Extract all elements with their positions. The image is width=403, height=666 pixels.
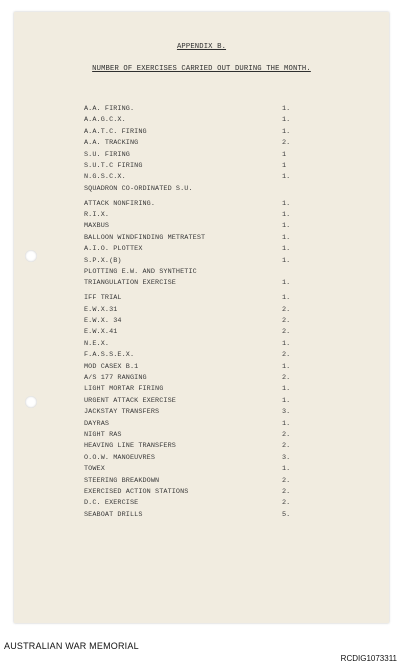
exercise-name: SQUADRON CO-ORDINATED S.U. — [84, 184, 193, 193]
exercise-name: E.W.X.31 — [84, 305, 118, 314]
exercise-count: 2. — [282, 328, 291, 337]
exercise-count: 1. — [282, 419, 291, 428]
exercise-row — [84, 396, 324, 407]
exercise-row — [84, 104, 324, 115]
exercise-row — [84, 430, 324, 441]
exercise-count: 1. — [282, 385, 291, 394]
exercise-count: 3. — [282, 408, 291, 417]
exercise-name: A.A.T.C. FIRING — [84, 127, 147, 136]
punch-hole — [25, 250, 37, 262]
exercise-name: EXERCISED ACTION STATIONS — [84, 487, 189, 496]
exercise-name: S.U.T.C FIRING — [84, 161, 143, 170]
exercise-count: 2. — [282, 442, 291, 451]
exercise-count: 1. — [282, 256, 291, 265]
exercise-row — [84, 184, 324, 195]
exercise-row — [84, 510, 324, 521]
exercise-count: 1. — [282, 211, 291, 220]
exercise-row — [84, 464, 324, 475]
exercise-name: PLOTTING E.W. AND SYNTHETIC — [84, 267, 197, 276]
exercise-row — [84, 244, 324, 255]
exercise-row — [84, 127, 324, 138]
punch-hole — [25, 396, 37, 408]
exercise-name: E.W.X. 34 — [84, 317, 122, 326]
exercise-count: 2. — [282, 476, 291, 485]
exercise-count: 1. — [282, 339, 291, 348]
exercise-count: 1 — [282, 161, 287, 170]
exercise-name: TRIANGULATION EXERCISE — [84, 279, 176, 288]
exercise-row — [84, 441, 324, 452]
exercise-name: DAYRAS — [84, 419, 110, 428]
exercise-count: 1. — [282, 465, 291, 474]
exercise-name: SEABOAT DRILLS — [84, 510, 143, 519]
exercise-row — [84, 221, 324, 232]
exercise-name: NIGHT RAS — [84, 430, 122, 439]
exercise-row — [84, 267, 324, 278]
exercise-row — [84, 350, 324, 361]
page-title — [14, 43, 389, 51]
exercise-name: E.W.X.41 — [84, 328, 118, 337]
exercise-row — [84, 256, 324, 267]
exercise-name: LIGHT MORTAR FIRING — [84, 385, 164, 394]
exercise-row — [84, 210, 324, 221]
footer — [0, 641, 403, 663]
exercise-row — [84, 316, 324, 327]
exercise-count: 1. — [282, 199, 291, 208]
exercise-count: 1. — [282, 127, 291, 136]
exercise-list — [84, 104, 324, 521]
exercise-name: A.A. FIRING. — [84, 105, 135, 113]
exercise-name: TOWEX — [84, 465, 105, 474]
exercise-row — [84, 172, 324, 183]
exercise-row — [84, 384, 324, 395]
exercise-count: 2. — [282, 305, 291, 314]
exercise-count: 2. — [282, 373, 291, 382]
exercise-name: A.I.O. PLOTTEX — [84, 245, 143, 254]
exercise-count: 2. — [282, 499, 291, 508]
reference-code: RCDIG1073311 — [340, 654, 397, 663]
exercise-count: 1. — [282, 279, 291, 288]
exercise-count: 2. — [282, 139, 291, 148]
exercise-name: S.P.X.(B) — [84, 256, 122, 265]
exercise-count: 1. — [282, 294, 291, 303]
exercise-count: 1. — [282, 222, 291, 231]
page-title-text: APPENDIX B. — [176, 43, 227, 51]
exercise-name: D.C. EXERCISE — [84, 499, 139, 508]
exercise-count: 1. — [282, 116, 291, 125]
exercise-count: 1. — [282, 362, 291, 371]
exercise-count: 1. — [282, 173, 291, 182]
exercise-name: A.A.G.C.X. — [84, 116, 126, 125]
exercise-row — [84, 150, 324, 161]
exercise-name: URGENT ATTACK EXERCISE — [84, 396, 176, 405]
exercise-count: 3. — [282, 453, 291, 462]
exercise-row — [84, 339, 324, 350]
exercise-name: N.G.S.C.X. — [84, 173, 126, 182]
exercise-count: 1. — [282, 105, 291, 113]
exercise-name: S.U. FIRING — [84, 150, 130, 159]
exercise-row — [84, 233, 324, 244]
exercise-name: MOD CASEX B.1 — [84, 362, 139, 371]
exercise-row — [84, 278, 324, 289]
exercise-name: A/S 177 RANGING — [84, 373, 147, 382]
exercise-count: 2. — [282, 317, 291, 326]
exercise-row — [84, 115, 324, 126]
exercise-count: 1. — [282, 233, 291, 242]
exercise-name: HEAVING LINE TRANSFERS — [84, 442, 176, 451]
exercise-row — [84, 407, 324, 418]
exercise-name: IFF TRIAL — [84, 294, 122, 303]
page-heading-text: NUMBER OF EXERCISES CARRIED OUT DURING THE MONTH. — [92, 65, 311, 73]
exercise-count: 2. — [282, 430, 291, 439]
exercise-row — [84, 138, 324, 149]
exercise-count: 1 — [282, 150, 287, 159]
exercise-count: 1. — [282, 396, 291, 405]
exercise-row — [84, 476, 324, 487]
exercise-name: MAXBUS — [84, 222, 110, 231]
exercise-count: 1. — [282, 245, 291, 254]
exercise-row — [84, 199, 324, 210]
exercise-row — [84, 327, 324, 338]
exercise-row — [84, 161, 324, 172]
exercise-name: O.O.W. MANOEUVRES — [84, 453, 156, 462]
exercise-name: F.A.S.S.E.X. — [84, 351, 135, 360]
exercise-count: 2. — [282, 487, 291, 496]
exercise-name: BALLOON WINDFINDING METRATEST — [84, 233, 206, 242]
source-label: AUSTRALIAN WAR MEMORIAL — [4, 641, 139, 651]
exercise-name: STEERING BREAKDOWN — [84, 476, 160, 485]
exercise-row — [84, 373, 324, 384]
exercise-row — [84, 487, 324, 498]
exercise-row — [84, 305, 324, 316]
exercise-name: JACKSTAY TRANSFERS — [84, 408, 160, 417]
exercise-row — [84, 362, 324, 373]
document-page — [14, 12, 389, 623]
exercise-count: 2. — [282, 351, 291, 360]
exercise-row — [84, 498, 324, 509]
exercise-name: ATTACK NONFIRING. — [84, 199, 156, 208]
page-heading — [14, 65, 389, 73]
exercise-row — [84, 453, 324, 464]
exercise-count: 5. — [282, 510, 291, 519]
exercise-name: A.A. TRACKING — [84, 139, 139, 148]
exercise-row — [84, 293, 324, 304]
exercise-name: N.E.X. — [84, 339, 110, 348]
exercise-name: R.I.X. — [84, 211, 110, 220]
exercise-row — [84, 419, 324, 430]
